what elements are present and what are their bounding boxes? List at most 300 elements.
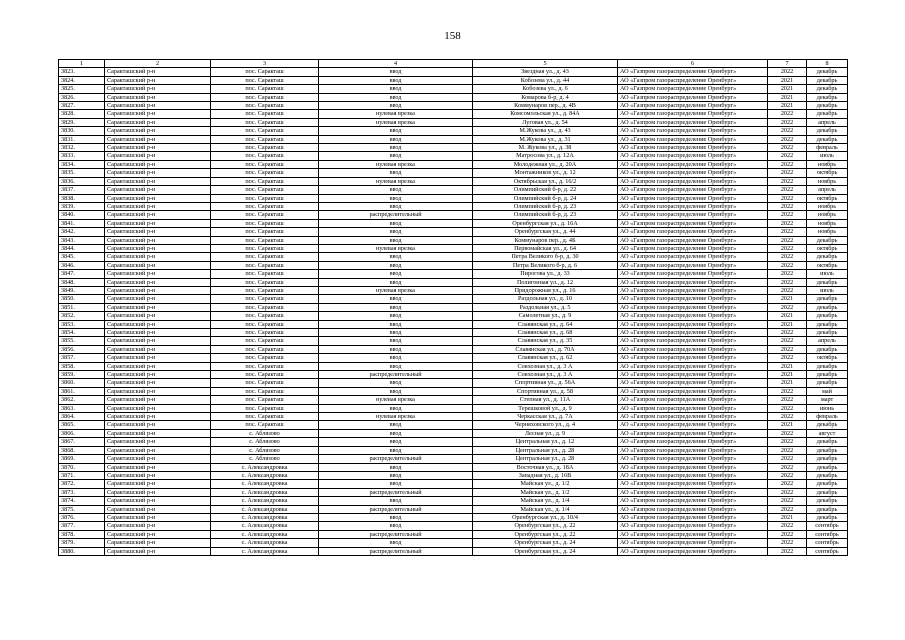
year-cell: 2021 <box>768 421 807 429</box>
district-cell: Саракташский р-н <box>105 345 211 353</box>
year-cell: 2021 <box>768 371 807 379</box>
address-cell: Оренбургская ул., д. 24 <box>473 539 618 547</box>
year-cell: 2022 <box>768 522 807 530</box>
district-cell: Саракташский р-н <box>105 480 211 488</box>
table-row <box>59 379 848 387</box>
row-number-cell: 3852. <box>59 312 105 320</box>
table-row <box>59 286 848 294</box>
column-number: 7 <box>768 60 807 68</box>
connection-type-cell: ввод <box>319 404 473 412</box>
table-row <box>59 278 848 286</box>
row-number-cell: 3846. <box>59 261 105 269</box>
connection-type-cell: ввод <box>319 228 473 236</box>
settlement-cell: пос. Саракташ <box>211 110 319 118</box>
connection-type-cell: ввод <box>319 261 473 269</box>
settlement-cell: пос. Саракташ <box>211 236 319 244</box>
connection-type-cell: ввод <box>319 522 473 530</box>
row-number-cell: 3872. <box>59 480 105 488</box>
settlement-cell: с. Александровка <box>211 539 319 547</box>
row-number-cell: 3830. <box>59 127 105 135</box>
district-cell: Саракташский р-н <box>105 76 211 84</box>
row-number-cell: 3871. <box>59 471 105 479</box>
table-row <box>59 303 848 311</box>
year-cell: 2022 <box>768 118 807 126</box>
organization-cell: АО «Газпром газораспределение Оренбург» <box>618 530 768 538</box>
address-cell: Звездная ул., д. 43 <box>473 68 618 76</box>
settlement-cell: с. Александровка <box>211 488 319 496</box>
year-cell: 2022 <box>768 547 807 555</box>
district-cell: Саракташский р-н <box>105 455 211 463</box>
month-cell: декабрь <box>807 312 848 320</box>
row-number-cell: 3844. <box>59 244 105 252</box>
year-cell: 2022 <box>768 471 807 479</box>
connection-type-cell: ввод <box>319 471 473 479</box>
district-cell: Саракташский р-н <box>105 547 211 555</box>
district-cell: Саракташский р-н <box>105 497 211 505</box>
row-number-cell: 3880. <box>59 547 105 555</box>
organization-cell: АО «Газпром газораспределение Оренбург» <box>618 93 768 101</box>
table-row <box>59 118 848 126</box>
organization-cell: АО «Газпром газораспределение Оренбург» <box>618 455 768 463</box>
month-cell: декабрь <box>807 463 848 471</box>
connection-type-cell: ввод <box>319 152 473 160</box>
row-number-cell: 3842. <box>59 228 105 236</box>
year-cell: 2022 <box>768 236 807 244</box>
organization-cell: АО «Газпром газораспределение Оренбург» <box>618 253 768 261</box>
month-cell: октябрь <box>807 261 848 269</box>
year-cell: 2022 <box>768 429 807 437</box>
settlement-cell: пос. Саракташ <box>211 186 319 194</box>
month-cell: сентябрь <box>807 539 848 547</box>
table-row <box>59 270 848 278</box>
address-cell: Оренбургская ул., д. 22 <box>473 522 618 530</box>
settlement-cell: с. Александровка <box>211 471 319 479</box>
month-cell: ноябрь <box>807 228 848 236</box>
year-cell: 2022 <box>768 194 807 202</box>
organization-cell: АО «Газпром газораспределение Оренбург» <box>618 270 768 278</box>
district-cell: Саракташский р-н <box>105 303 211 311</box>
table-row <box>59 102 848 110</box>
table-row <box>59 404 848 412</box>
settlement-cell: пос. Саракташ <box>211 85 319 93</box>
district-cell: Саракташский р-н <box>105 85 211 93</box>
month-cell: октябрь <box>807 244 848 252</box>
year-cell: 2022 <box>768 202 807 210</box>
settlement-cell: пос. Саракташ <box>211 303 319 311</box>
row-number-cell: 3873. <box>59 488 105 496</box>
connection-type-cell: ввод <box>319 194 473 202</box>
month-cell: декабрь <box>807 362 848 370</box>
address-cell: Майская ул., д. 1/2 <box>473 488 618 496</box>
address-cell: Славянская ул., д. 64 <box>473 320 618 328</box>
month-cell: ноябрь <box>807 219 848 227</box>
year-cell: 2022 <box>768 244 807 252</box>
connection-type-cell: ввод <box>319 429 473 437</box>
address-cell: Славянская ул., д. 70А <box>473 345 618 353</box>
organization-cell: АО «Газпром газораспределение Оренбург» <box>618 144 768 152</box>
organization-cell: АО «Газпром газораспределение Оренбург» <box>618 354 768 362</box>
address-cell: М. Жукова ул., д. 38 <box>473 144 618 152</box>
row-number-cell: 3874. <box>59 497 105 505</box>
connection-type-cell: ввод <box>319 127 473 135</box>
table-row <box>59 85 848 93</box>
table-row <box>59 371 848 379</box>
row-number-cell: 3853. <box>59 320 105 328</box>
address-cell: Оренбургская ул., д. 16А <box>473 219 618 227</box>
table-row <box>59 497 848 505</box>
connection-type-cell: ввод <box>319 329 473 337</box>
connection-type-cell: ввод <box>319 186 473 194</box>
year-cell: 2022 <box>768 413 807 421</box>
settlement-cell: пос. Саракташ <box>211 228 319 236</box>
settlement-cell: пос. Саракташ <box>211 93 319 101</box>
month-cell: декабрь <box>807 110 848 118</box>
table-row <box>59 505 848 513</box>
address-cell: Олимпийский б-р, д. 23 <box>473 202 618 210</box>
month-cell: ноябрь <box>807 160 848 168</box>
address-cell: Оренбургская ул., д. 10/4 <box>473 513 618 521</box>
district-cell: Саракташский р-н <box>105 295 211 303</box>
table-row <box>59 244 848 252</box>
organization-cell: АО «Газпром газораспределение Оренбург» <box>618 236 768 244</box>
table-row <box>59 337 848 345</box>
connection-type-cell: распределительный <box>319 530 473 538</box>
row-number-cell: 3825. <box>59 85 105 93</box>
table-row <box>59 320 848 328</box>
connection-type-cell: нулевая врезка <box>319 286 473 294</box>
year-cell: 2021 <box>768 93 807 101</box>
address-cell: Коммунаров пер., д. 4Б <box>473 236 618 244</box>
year-cell: 2022 <box>768 228 807 236</box>
connection-type-cell: нулевая врезка <box>319 160 473 168</box>
organization-cell: АО «Газпром газораспределение Оренбург» <box>618 337 768 345</box>
year-cell: 2021 <box>768 513 807 521</box>
table-row <box>59 312 848 320</box>
address-cell: Коммунаров пер., д. 4В <box>473 102 618 110</box>
organization-cell: АО «Газпром газораспределение Оренбург» <box>618 194 768 202</box>
table-row <box>59 261 848 269</box>
settlement-cell: с. Аблязово <box>211 438 319 446</box>
address-cell: Петра Великого б-р, д. 6 <box>473 261 618 269</box>
connection-type-cell: ввод <box>319 135 473 143</box>
organization-cell: АО «Газпром газораспределение Оренбург» <box>618 177 768 185</box>
district-cell: Саракташский р-н <box>105 68 211 76</box>
connection-type-cell: ввод <box>319 354 473 362</box>
address-cell: Придорожная ул., д. 16 <box>473 286 618 294</box>
table-row <box>59 446 848 454</box>
district-cell: Саракташский р-н <box>105 253 211 261</box>
organization-cell: АО «Газпром газораспределение Оренбург» <box>618 127 768 135</box>
table-row <box>59 194 848 202</box>
address-cell: Славянская ул., д. 68 <box>473 329 618 337</box>
settlement-cell: с. Александровка <box>211 513 319 521</box>
district-cell: Саракташский р-н <box>105 270 211 278</box>
column-number: 5 <box>473 60 618 68</box>
month-cell: ноябрь <box>807 177 848 185</box>
connection-type-cell: ввод <box>319 320 473 328</box>
connection-type-cell: ввод <box>319 76 473 84</box>
organization-cell: АО «Газпром газораспределение Оренбург» <box>618 387 768 395</box>
row-number-cell: 3868. <box>59 446 105 454</box>
settlement-cell: пос. Саракташ <box>211 144 319 152</box>
organization-cell: АО «Газпром газораспределение Оренбург» <box>618 438 768 446</box>
year-cell: 2022 <box>768 211 807 219</box>
table-row <box>59 236 848 244</box>
month-cell: декабрь <box>807 497 848 505</box>
district-cell: Саракташский р-н <box>105 194 211 202</box>
organization-cell: АО «Газпром газораспределение Оренбург» <box>618 320 768 328</box>
year-cell: 2021 <box>768 85 807 93</box>
month-cell: сентябрь <box>807 530 848 538</box>
settlement-cell: пос. Саракташ <box>211 371 319 379</box>
table-row <box>59 396 848 404</box>
table-row <box>59 160 848 168</box>
year-cell: 2022 <box>768 169 807 177</box>
address-cell: Совхозная ул., д. 3 А <box>473 371 618 379</box>
connection-type-cell: распределительный <box>319 371 473 379</box>
table-row <box>59 530 848 538</box>
settlement-cell: пос. Саракташ <box>211 177 319 185</box>
row-number-cell: 3865. <box>59 421 105 429</box>
district-cell: Саракташский р-н <box>105 261 211 269</box>
district-cell: Саракташский р-н <box>105 169 211 177</box>
connection-type-cell: ввод <box>319 85 473 93</box>
settlement-cell: пос. Саракташ <box>211 76 319 84</box>
settlement-cell: с. Аблязово <box>211 429 319 437</box>
settlement-cell: пос. Саракташ <box>211 169 319 177</box>
year-cell: 2022 <box>768 110 807 118</box>
table-row <box>59 135 848 143</box>
district-cell: Саракташский р-н <box>105 530 211 538</box>
month-cell: декабрь <box>807 513 848 521</box>
connection-type-cell: ввод <box>319 513 473 521</box>
month-cell: октябрь <box>807 354 848 362</box>
month-cell: февраль <box>807 144 848 152</box>
year-cell: 2022 <box>768 345 807 353</box>
table-row <box>59 93 848 101</box>
row-number-cell: 3848. <box>59 278 105 286</box>
connection-type-cell: ввод <box>319 387 473 395</box>
gas-connection-table <box>58 59 848 556</box>
address-cell: М.Жукова ул., д. 43 <box>473 127 618 135</box>
year-cell: 2022 <box>768 144 807 152</box>
settlement-cell: пос. Саракташ <box>211 379 319 387</box>
settlement-cell: пос. Саракташ <box>211 286 319 294</box>
settlement-cell: пос. Саракташ <box>211 320 319 328</box>
address-cell: Майская ул., д. 1/4 <box>473 505 618 513</box>
connection-type-cell: ввод <box>319 278 473 286</box>
settlement-cell: пос. Саракташ <box>211 312 319 320</box>
year-cell: 2022 <box>768 505 807 513</box>
organization-cell: АО «Газпром газораспределение Оренбург» <box>618 362 768 370</box>
settlement-cell: пос. Саракташ <box>211 244 319 252</box>
month-cell: сентябрь <box>807 522 848 530</box>
row-number-cell: 3866. <box>59 429 105 437</box>
row-number-cell: 3877. <box>59 522 105 530</box>
connection-type-cell: нулевая врезка <box>319 110 473 118</box>
table-body <box>59 68 848 556</box>
address-cell: Центральная ул., д. 28 <box>473 446 618 454</box>
connection-type-cell: ввод <box>319 345 473 353</box>
organization-cell: АО «Газпром газораспределение Оренбург» <box>618 303 768 311</box>
connection-type-cell: ввод <box>319 446 473 454</box>
district-cell: Саракташский р-н <box>105 505 211 513</box>
row-number-cell: 3876. <box>59 513 105 521</box>
organization-cell: АО «Газпром газораспределение Оренбург» <box>618 211 768 219</box>
row-number-cell: 3834. <box>59 160 105 168</box>
year-cell: 2022 <box>768 135 807 143</box>
table-row <box>59 547 848 555</box>
month-cell: ноябрь <box>807 211 848 219</box>
connection-type-cell: ввод <box>319 219 473 227</box>
organization-cell: АО «Газпром газораспределение Оренбург» <box>618 329 768 337</box>
row-number-cell: 3840. <box>59 211 105 219</box>
column-number: 6 <box>618 60 768 68</box>
organization-cell: АО «Газпром газораспределение Оренбург» <box>618 102 768 110</box>
table-row <box>59 471 848 479</box>
organization-cell: АО «Газпром газораспределение Оренбург» <box>618 68 768 76</box>
district-cell: Саракташский р-н <box>105 219 211 227</box>
row-number-cell: 3878. <box>59 530 105 538</box>
row-number-cell: 3861. <box>59 387 105 395</box>
organization-cell: АО «Газпром газораспределение Оренбург» <box>618 118 768 126</box>
month-cell: декабрь <box>807 438 848 446</box>
row-number-cell: 3827. <box>59 102 105 110</box>
organization-cell: АО «Газпром газораспределение Оренбург» <box>618 446 768 454</box>
connection-type-cell: ввод <box>319 202 473 210</box>
row-number-cell: 3837. <box>59 186 105 194</box>
district-cell: Саракташский р-н <box>105 228 211 236</box>
settlement-cell: с. Александровка <box>211 547 319 555</box>
district-cell: Саракташский р-н <box>105 354 211 362</box>
district-cell: Саракташский р-н <box>105 371 211 379</box>
connection-type-cell: ввод <box>319 253 473 261</box>
organization-cell: АО «Газпром газораспределение Оренбург» <box>618 396 768 404</box>
connection-type-cell: ввод <box>319 144 473 152</box>
address-cell: Степная ул., д. 11А <box>473 396 618 404</box>
address-cell: М.Жукова ул., д. 31 <box>473 135 618 143</box>
connection-type-cell: нулевая врезка <box>319 396 473 404</box>
month-cell: декабрь <box>807 379 848 387</box>
connection-type-cell: распределительный <box>319 505 473 513</box>
district-cell: Саракташский р-н <box>105 379 211 387</box>
month-cell: февраль <box>807 413 848 421</box>
address-cell: Комарова б-р, д. 4 <box>473 93 618 101</box>
organization-cell: АО «Газпром газораспределение Оренбург» <box>618 480 768 488</box>
address-cell: Олимпийский б-р, д. 24 <box>473 194 618 202</box>
year-cell: 2022 <box>768 303 807 311</box>
table-row <box>59 345 848 353</box>
month-cell: декабрь <box>807 278 848 286</box>
address-cell: Пирогова ул., д. 33 <box>473 270 618 278</box>
organization-cell: АО «Газпром газораспределение Оренбург» <box>618 522 768 530</box>
organization-cell: АО «Газпром газораспределение Оренбург» <box>618 547 768 555</box>
row-number-cell: 3829. <box>59 118 105 126</box>
row-number-cell: 3833. <box>59 152 105 160</box>
organization-cell: АО «Газпром газораспределение Оренбург» <box>618 471 768 479</box>
month-cell: декабрь <box>807 505 848 513</box>
column-number-row <box>59 60 848 68</box>
district-cell: Саракташский р-н <box>105 93 211 101</box>
year-cell: 2022 <box>768 480 807 488</box>
row-number-cell: 3849. <box>59 286 105 294</box>
address-cell: Первомайская ул., д. 64 <box>473 244 618 252</box>
district-cell: Саракташский р-н <box>105 329 211 337</box>
month-cell: декабрь <box>807 421 848 429</box>
address-cell: Молодежная ул., д. 20А <box>473 160 618 168</box>
connection-type-cell: ввод <box>319 236 473 244</box>
row-number-cell: 3857. <box>59 354 105 362</box>
address-cell: Кобозева ул., д. 6 <box>473 85 618 93</box>
organization-cell: АО «Газпром газораспределение Оренбург» <box>618 110 768 118</box>
address-cell: Центральная ул., д. 12 <box>473 438 618 446</box>
year-cell: 2022 <box>768 463 807 471</box>
table-row <box>59 177 848 185</box>
settlement-cell: пос. Саракташ <box>211 413 319 421</box>
organization-cell: АО «Газпром газораспределение Оренбург» <box>618 186 768 194</box>
district-cell: Саракташский р-н <box>105 144 211 152</box>
organization-cell: АО «Газпром газораспределение Оренбург» <box>618 505 768 513</box>
settlement-cell: пос. Саракташ <box>211 211 319 219</box>
month-cell: декабрь <box>807 488 848 496</box>
row-number-cell: 3854. <box>59 329 105 337</box>
address-cell: Славянская ул., д. 62 <box>473 354 618 362</box>
organization-cell: АО «Газпром газораспределение Оренбург» <box>618 286 768 294</box>
month-cell: декабрь <box>807 446 848 454</box>
settlement-cell: пос. Саракташ <box>211 337 319 345</box>
year-cell: 2022 <box>768 68 807 76</box>
row-number-cell: 3838. <box>59 194 105 202</box>
connection-type-cell: ввод <box>319 68 473 76</box>
month-cell: апрель <box>807 186 848 194</box>
row-number-cell: 3863. <box>59 404 105 412</box>
organization-cell: АО «Газпром газораспределение Оренбург» <box>618 152 768 160</box>
connection-type-cell: распределительный <box>319 488 473 496</box>
row-number-cell: 3851. <box>59 303 105 311</box>
settlement-cell: пос. Саракташ <box>211 194 319 202</box>
month-cell: ноябрь <box>807 202 848 210</box>
row-number-cell: 3864. <box>59 413 105 421</box>
table-row <box>59 455 848 463</box>
district-cell: Саракташский р-н <box>105 539 211 547</box>
address-cell: Олимпийский б-р, д. 22 <box>473 186 618 194</box>
table-row <box>59 438 848 446</box>
organization-cell: АО «Газпром газораспределение Оренбург» <box>618 160 768 168</box>
connection-type-cell: нулевая врезка <box>319 118 473 126</box>
year-cell: 2022 <box>768 455 807 463</box>
month-cell: октябрь <box>807 194 848 202</box>
settlement-cell: пос. Саракташ <box>211 387 319 395</box>
table-row <box>59 253 848 261</box>
table-row <box>59 329 848 337</box>
row-number-cell: 3835. <box>59 169 105 177</box>
connection-type-cell: распределительный <box>319 211 473 219</box>
year-cell: 2021 <box>768 362 807 370</box>
year-cell: 2021 <box>768 320 807 328</box>
month-cell: июль <box>807 286 848 294</box>
address-cell: Полигонная ул., д. 12 <box>473 278 618 286</box>
row-number-cell: 3855. <box>59 337 105 345</box>
settlement-cell: пос. Саракташ <box>211 270 319 278</box>
district-cell: Саракташский р-н <box>105 337 211 345</box>
organization-cell: АО «Газпром газораспределение Оренбург» <box>618 295 768 303</box>
row-number-cell: 3856. <box>59 345 105 353</box>
year-cell: 2022 <box>768 354 807 362</box>
district-cell: Саракташский р-н <box>105 429 211 437</box>
district-cell: Саракташский р-н <box>105 513 211 521</box>
table-row <box>59 522 848 530</box>
month-cell: май <box>807 387 848 395</box>
